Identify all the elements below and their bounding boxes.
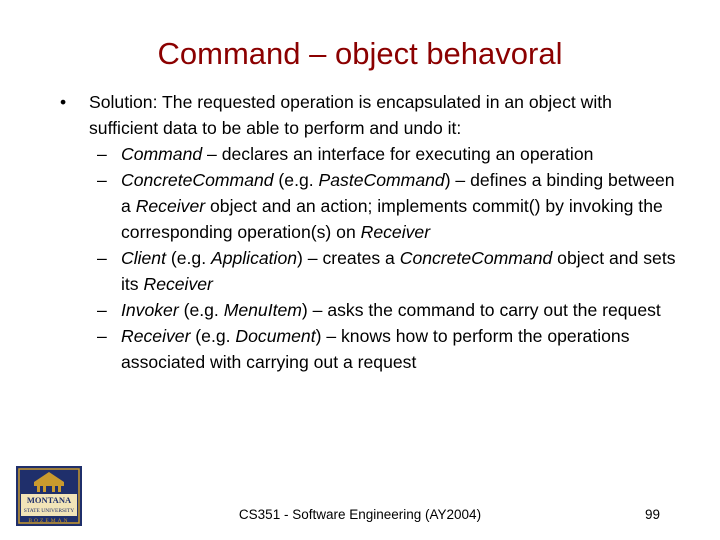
- logo-line-1: MONTANA: [26, 495, 72, 505]
- logo-line-3: BOZEMAN: [28, 518, 70, 524]
- bullet-text: Solution: The requested operation is encapsulated in an object with sufficient data to be able to perform and undo it:: [89, 92, 612, 138]
- logo-line-2: STATE UNIVERSITY: [23, 508, 75, 514]
- term-receiver: Receiver: [121, 326, 191, 346]
- sub-item-text: (e.g.: [178, 300, 224, 320]
- slide-body: [60, 89, 680, 375]
- sub-item-receiver: [60, 323, 680, 375]
- example-term: PasteCommand: [318, 170, 445, 190]
- dash-mark: –: [97, 170, 107, 190]
- dash-mark: –: [97, 326, 107, 346]
- sub-item-text: (e.g.: [273, 170, 319, 190]
- dash-mark: –: [97, 300, 107, 320]
- bullet-item: [60, 89, 680, 141]
- montana-state-logo: [16, 466, 82, 526]
- sub-item-text: (e.g.: [190, 326, 236, 346]
- dash-mark: –: [97, 144, 107, 164]
- sub-item-client: [60, 245, 680, 297]
- term-client: Client: [121, 248, 166, 268]
- example-term: Document: [235, 326, 316, 346]
- sub-item-concrete-command: [60, 167, 680, 245]
- footer-course: CS351 - Software Engineering (AY2004): [238, 507, 482, 522]
- sub-item-text: ) – knows how to perform the operations associated with carrying out a request: [121, 326, 630, 372]
- dash-mark: –: [97, 248, 107, 268]
- example-term: Receiver: [143, 274, 213, 294]
- example-term: Receiver: [135, 196, 206, 216]
- university-seal-icon: [16, 466, 82, 526]
- term-concrete-command: ConcreteCommand: [121, 170, 274, 190]
- example-term: ConcreteCommand: [399, 248, 553, 268]
- slide-title: Command – object behavoral: [157, 36, 563, 71]
- sub-item-text: object and sets its: [121, 248, 676, 294]
- sub-bullet-list: [60, 141, 680, 375]
- term-command: Command: [121, 144, 203, 164]
- example-term: MenuItem: [223, 300, 302, 320]
- page-number: 99: [644, 507, 660, 522]
- sub-item-invoker: [60, 297, 680, 323]
- bullet-mark: •: [60, 92, 67, 112]
- sub-item-command: [60, 141, 680, 167]
- sub-item-text: – declares an interface for executing an operation: [202, 144, 594, 164]
- sub-item-text: ) – creates a: [297, 248, 400, 268]
- example-term: Receiver: [360, 222, 431, 242]
- sub-item-text: (e.g.: [165, 248, 211, 268]
- sub-item-text: ) – asks the command to carry out the request: [301, 300, 661, 320]
- term-invoker: Invoker: [121, 300, 179, 320]
- sub-item-text: ) – defines a binding between a: [121, 170, 675, 216]
- example-term: Application: [210, 248, 298, 268]
- sub-item-text: object and an action; implements commit() by invoking the corresponding operation(s) on: [121, 196, 663, 242]
